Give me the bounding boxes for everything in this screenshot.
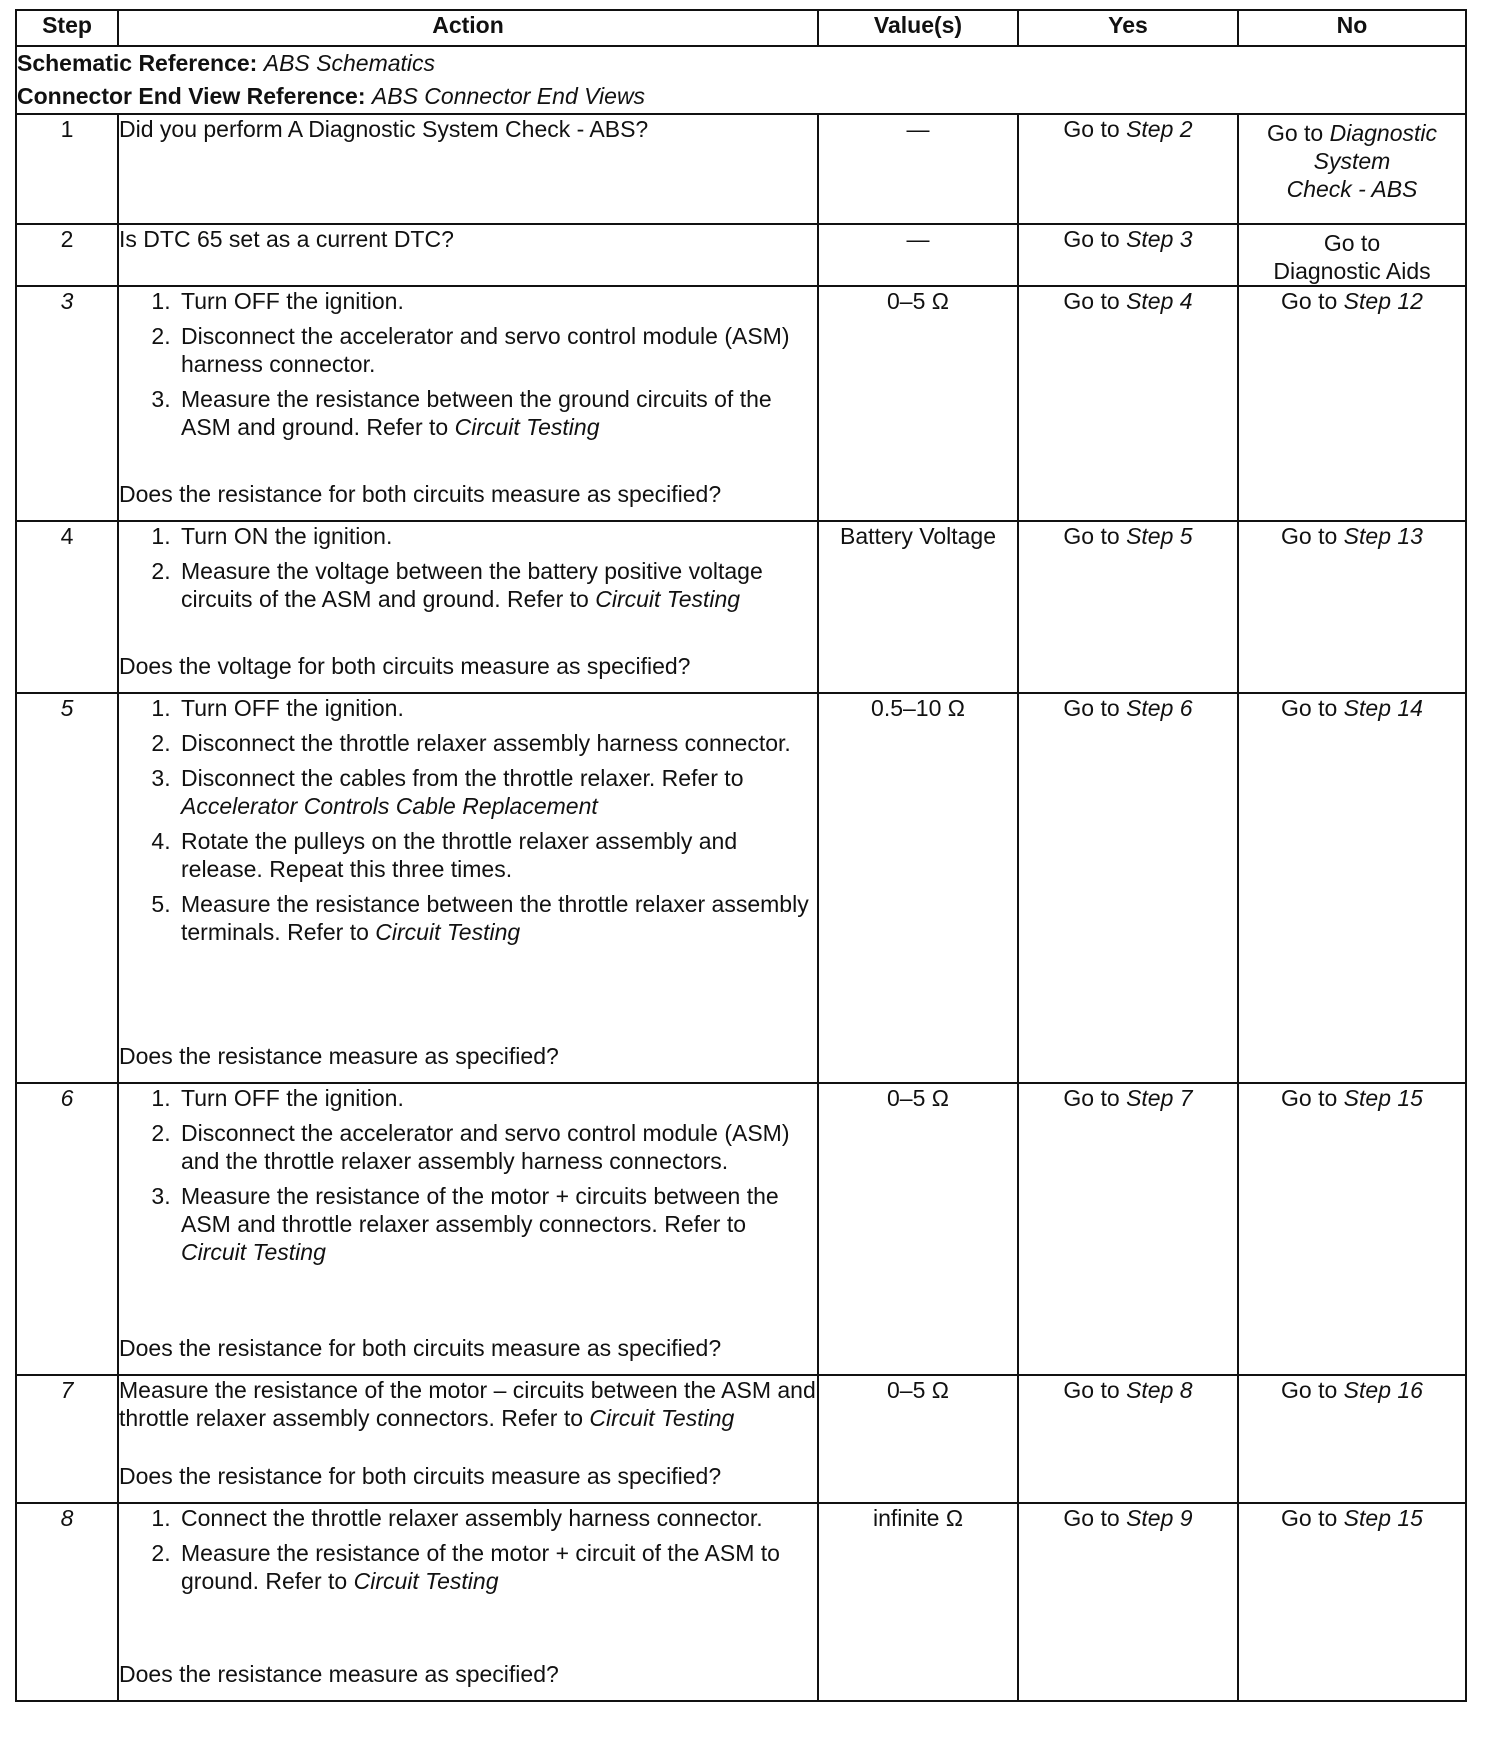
header-no: No xyxy=(1238,10,1466,46)
no-link[interactable]: Step 15 xyxy=(1343,1505,1423,1531)
yes-cell: Go to Step 6 xyxy=(1018,693,1238,1083)
step-number: 4 xyxy=(16,521,118,693)
list-item: 1. Turn OFF the ignition. xyxy=(177,1084,817,1112)
circuit-testing-link[interactable]: Circuit Testing xyxy=(353,1568,499,1594)
yes-cell: Go to Step 7 xyxy=(1018,1083,1238,1375)
action-cell xyxy=(118,693,818,1083)
yes-cell: Go to Step 5 xyxy=(1018,521,1238,693)
question: Does the resistance measure as specified? xyxy=(119,1043,559,1069)
table-row xyxy=(16,693,1466,1083)
yes-link[interactable]: Step 4 xyxy=(1126,288,1193,314)
question: Does the resistance for both circuits measure as specified? xyxy=(119,1463,722,1489)
value-cell: — xyxy=(818,114,1018,224)
question: Does the resistance measure as specified? xyxy=(119,1661,559,1687)
no-cell[interactable]: Go to Diagnostic Aids xyxy=(1238,224,1466,286)
no-cell: Go to Step 13 xyxy=(1238,521,1466,693)
list-item: 2. Measure the voltage between the battery positive voltage circuits of the ASM and ground. Refer to Circuit Testing xyxy=(177,557,817,613)
no-link[interactable]: Diagnostic xyxy=(1329,120,1438,146)
action-cell xyxy=(118,1083,818,1375)
step-number: 7 xyxy=(16,1375,118,1503)
list-item: 1. Turn OFF the ignition. xyxy=(177,287,817,315)
schematic-link[interactable]: ABS Schematics xyxy=(263,50,436,76)
step-number: 1 xyxy=(16,114,118,224)
table-row xyxy=(16,1083,1466,1375)
no-link[interactable]: Diagnostic Aids xyxy=(1273,258,1431,284)
yes-cell: Go to Step 3 xyxy=(1018,224,1238,286)
header-row xyxy=(16,10,1466,46)
yes-cell: Go to Step 9 xyxy=(1018,1503,1238,1701)
header-action: Action xyxy=(118,10,818,46)
circuit-testing-link[interactable]: Circuit Testing xyxy=(454,414,600,440)
no-cell: Go to Step 15 xyxy=(1238,1503,1466,1701)
no-link[interactable]: Step 15 xyxy=(1343,1085,1423,1111)
list-item: 2. Disconnect the throttle relaxer assembly harness connector. xyxy=(177,729,817,757)
value-cell: 0–5 Ω xyxy=(818,286,1018,521)
action-cell xyxy=(118,1503,818,1701)
no-link[interactable]: Step 14 xyxy=(1343,695,1423,721)
list-item: 2. Measure the resistance of the motor + circuit of the ASM to ground. Refer to Circuit Testing xyxy=(177,1539,817,1595)
list-item: 3. Disconnect the cables from the throttle relaxer. Refer to Accelerator Controls Cable Replacement xyxy=(177,764,817,820)
yes-link[interactable]: Step 2 xyxy=(1126,116,1193,142)
yes-cell: Go to Step 8 xyxy=(1018,1375,1238,1503)
header-values: Value(s) xyxy=(818,10,1018,46)
step-number: 5 xyxy=(16,693,118,1083)
action-cell: Did you perform A Diagnostic System Check - ABS? xyxy=(118,114,818,224)
no-cell: Go to Step 14 xyxy=(1238,693,1466,1083)
action-cell: Is DTC 65 set as a current DTC? xyxy=(118,224,818,286)
question: Does the resistance for both circuits measure as specified? xyxy=(119,481,722,507)
table-row xyxy=(16,1503,1466,1701)
table-row xyxy=(16,521,1466,693)
list-item: 5. Measure the resistance between the throttle relaxer assembly terminals. Refer to Circuit Testing xyxy=(177,890,817,946)
value-cell: 0.5–10 Ω xyxy=(818,693,1018,1083)
connector-reference: Connector End View Reference: ABS Connector End Views xyxy=(17,83,646,109)
circuit-testing-link[interactable]: Circuit Testing xyxy=(375,919,521,945)
question: Does the resistance for both circuits measure as specified? xyxy=(119,1335,722,1361)
table-row xyxy=(16,286,1466,521)
yes-link[interactable]: Step 6 xyxy=(1126,695,1193,721)
list-item: 3. Measure the resistance of the motor + circuits between the ASM and throttle relaxer assembly connectors. Refer to Circuit Testing xyxy=(177,1182,817,1266)
yes-link[interactable]: Step 5 xyxy=(1126,523,1193,549)
references xyxy=(16,46,1466,114)
yes-link[interactable]: Step 7 xyxy=(1126,1085,1193,1111)
no-link-line3[interactable]: Check - ABS xyxy=(1286,176,1418,202)
action-cell xyxy=(118,286,818,521)
yes-link[interactable]: Step 9 xyxy=(1126,1505,1193,1531)
action-cell xyxy=(118,521,818,693)
yes-cell: Go to Step 4 xyxy=(1018,286,1238,521)
yes-link[interactable]: Step 3 xyxy=(1126,226,1193,252)
header-step: Step xyxy=(16,10,118,46)
circuit-testing-link[interactable]: Circuit Testing xyxy=(181,1239,326,1265)
connector-link[interactable]: ABS Connector End Views xyxy=(371,83,646,109)
yes-cell: Go to Step 2 xyxy=(1018,114,1238,224)
reference-row xyxy=(16,46,1466,114)
table-row xyxy=(16,114,1466,224)
cable-replacement-link[interactable]: Accelerator Controls Cable Replacement xyxy=(181,793,598,819)
list-item: 1. Turn OFF the ignition. xyxy=(177,694,817,722)
circuit-testing-link[interactable]: Circuit Testing xyxy=(589,1405,735,1431)
step-number: 8 xyxy=(16,1503,118,1701)
no-cell: Go to Step 15 xyxy=(1238,1083,1466,1375)
value-cell: infinite Ω xyxy=(818,1503,1018,1701)
value-cell: Battery Voltage xyxy=(818,521,1018,693)
no-cell: Go to Diagnostic System Check - ABS xyxy=(1238,114,1466,224)
step-number: 2 xyxy=(16,224,118,286)
table-row xyxy=(16,224,1466,286)
header-yes: Yes xyxy=(1018,10,1238,46)
no-link-line2[interactable]: System xyxy=(1313,148,1391,174)
table-row xyxy=(16,1375,1466,1503)
list-item: 2. Disconnect the accelerator and servo control module (ASM) harness connector. xyxy=(177,322,817,378)
circuit-testing-link[interactable]: Circuit Testing xyxy=(595,586,741,612)
value-cell: 0–5 Ω xyxy=(818,1375,1018,1503)
list-item: 4. Rotate the pulleys on the throttle relaxer assembly and release. Repeat this three times. xyxy=(177,827,817,883)
action-cell: Measure the resistance of the motor – circuits between the ASM and throttle relaxer assembly connectors. Refer to Circuit Testing Does the resistance for both circuits measure as specified? xyxy=(118,1375,818,1503)
step-number: 3 xyxy=(16,286,118,521)
no-link[interactable]: Step 16 xyxy=(1343,1377,1423,1403)
list-item: 2. Disconnect the accelerator and servo control module (ASM) and the throttle relaxer assembly harness connectors. xyxy=(177,1119,817,1175)
no-cell: Go to Step 16 xyxy=(1238,1375,1466,1503)
question: Does the voltage for both circuits measure as specified? xyxy=(119,653,691,679)
no-cell: Go to Step 12 xyxy=(1238,286,1466,521)
no-link[interactable]: Step 12 xyxy=(1343,288,1423,314)
list-item: 1. Connect the throttle relaxer assembly harness connector. xyxy=(177,1504,817,1532)
list-item: 3. Measure the resistance between the ground circuits of the ASM and ground. Refer to Circuit Testing xyxy=(177,385,817,441)
value-cell: — xyxy=(818,224,1018,286)
yes-link[interactable]: Step 8 xyxy=(1126,1377,1193,1403)
schematic-reference: Schematic Reference: ABS Schematics xyxy=(17,50,436,76)
value-cell: 0–5 Ω xyxy=(818,1083,1018,1375)
no-link[interactable]: Step 13 xyxy=(1343,523,1423,549)
step-number: 6 xyxy=(16,1083,118,1375)
list-item: 1. Turn ON the ignition. xyxy=(177,522,817,550)
diagnostic-table xyxy=(15,9,1467,1702)
